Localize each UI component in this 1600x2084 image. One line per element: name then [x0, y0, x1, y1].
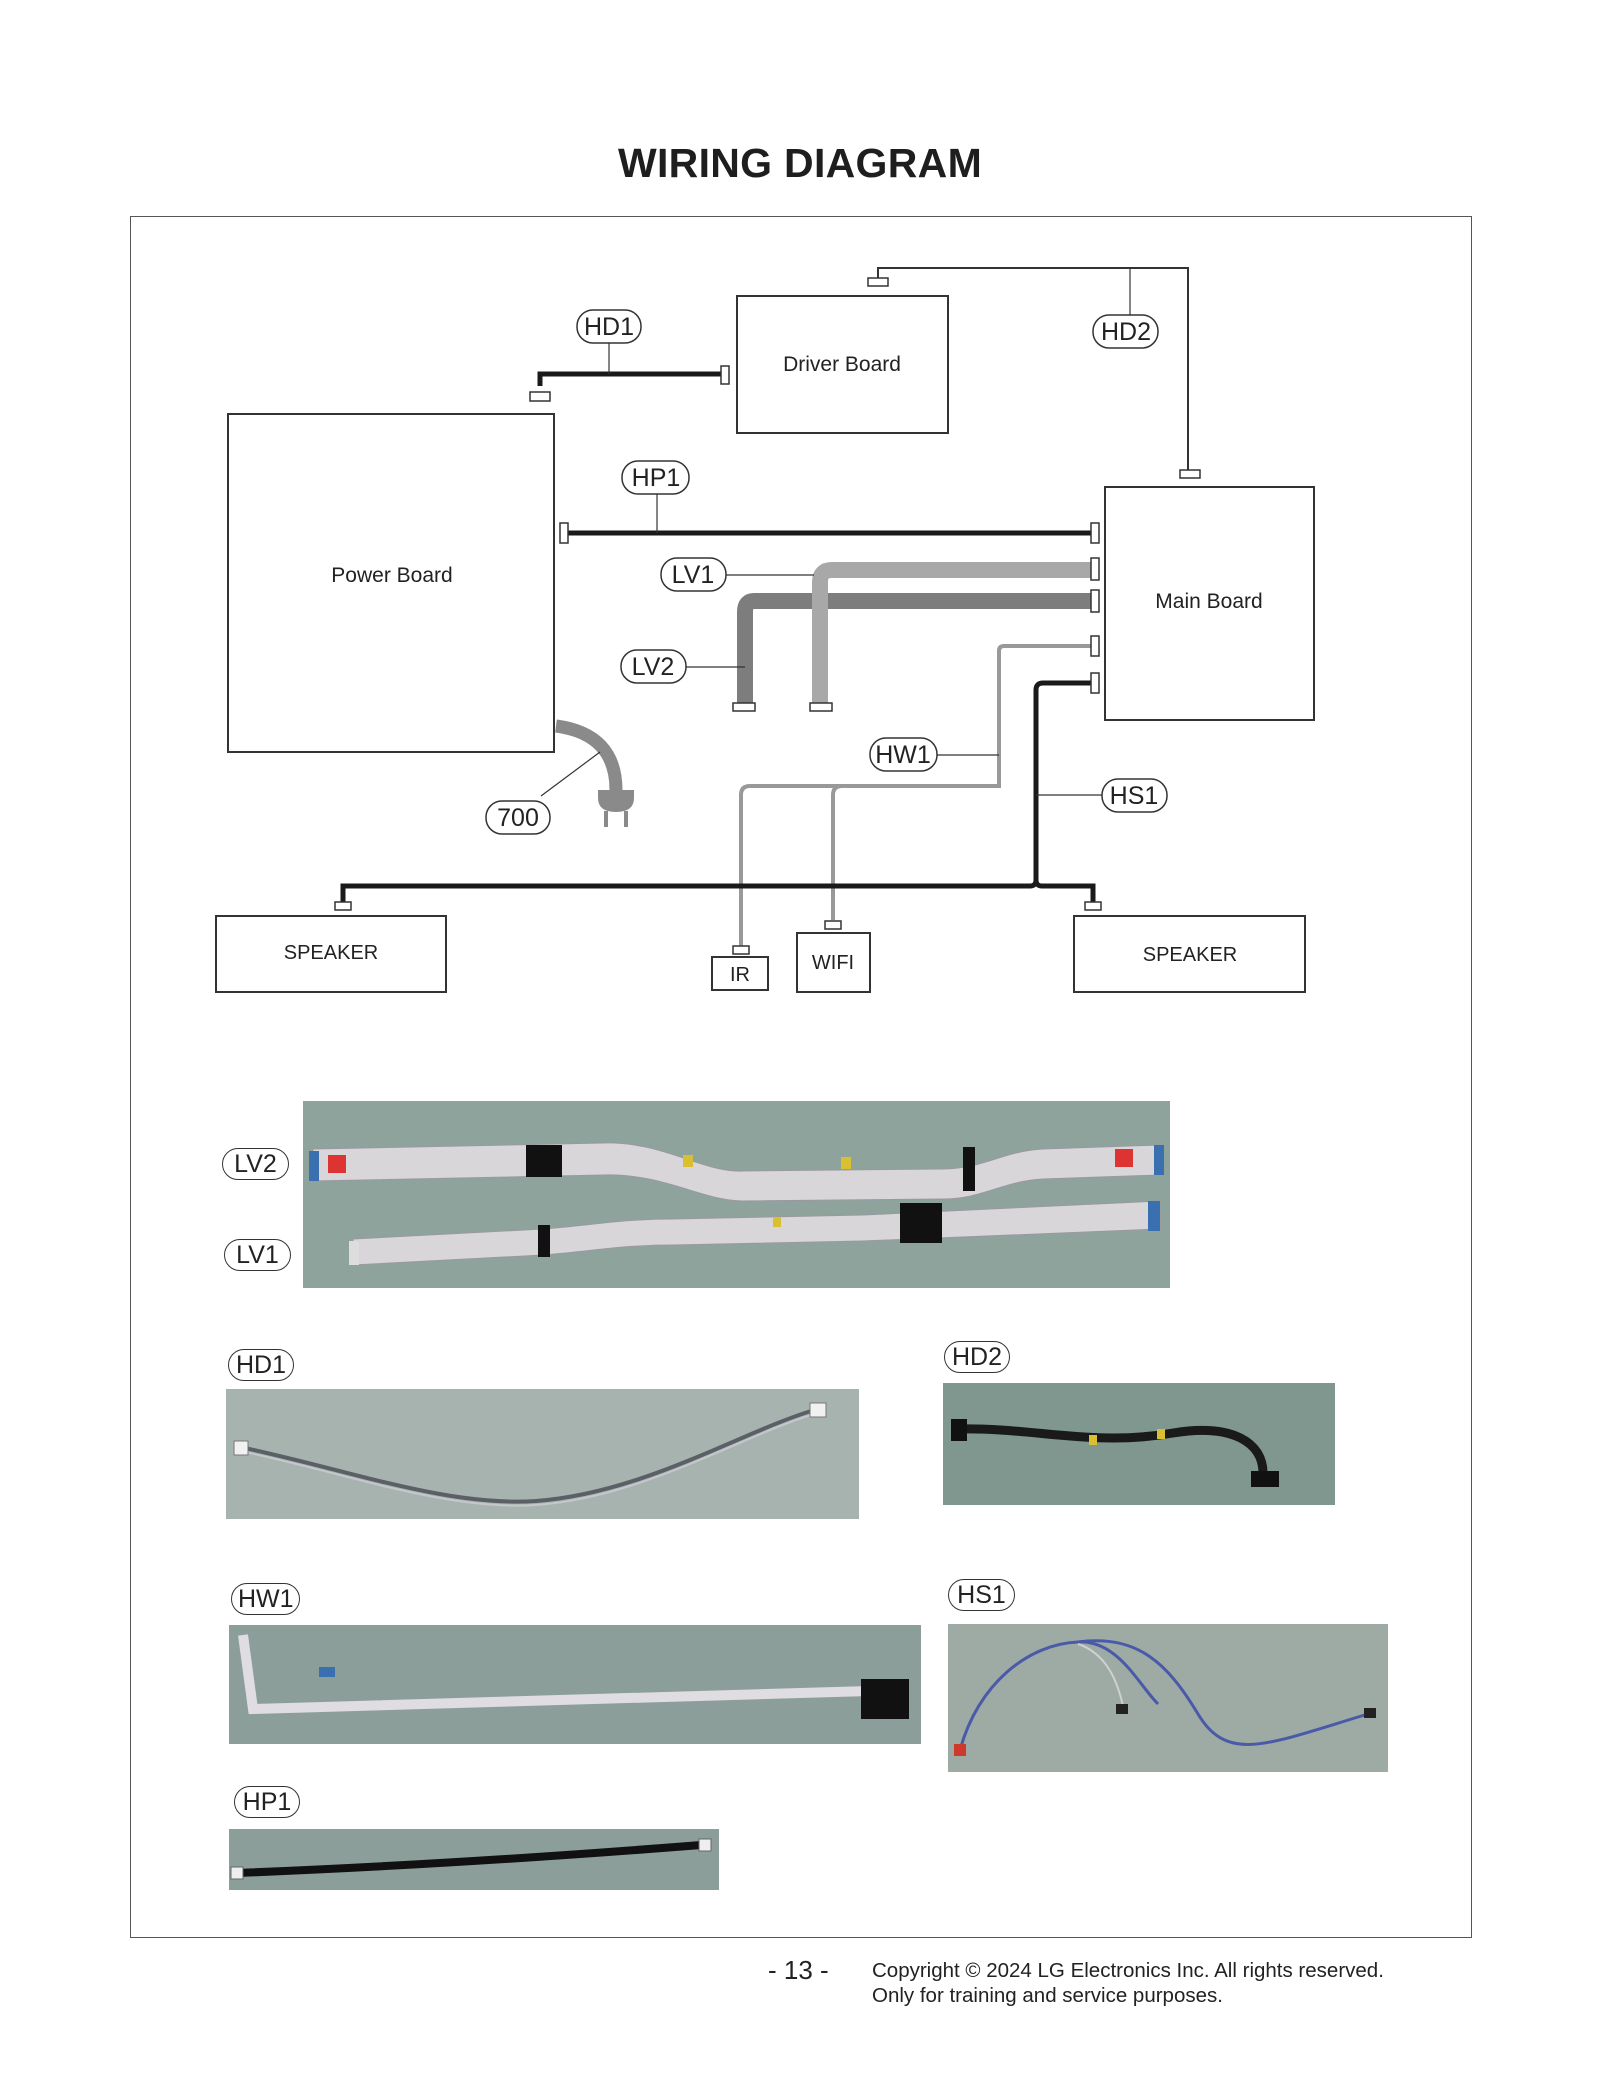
- lv1-ferrite-right: [900, 1203, 942, 1243]
- copyright-line-1: Copyright © 2024 LG Electronics Inc. All rights reserved.: [872, 1959, 1384, 1982]
- copyright-notice: [872, 1958, 1384, 2008]
- photo-tag-hs1: HS1: [948, 1579, 1015, 1611]
- hd1-wire: [540, 374, 724, 386]
- lv1-connector-panel: [810, 703, 832, 711]
- lv2-end-right: [1154, 1145, 1164, 1175]
- hd2-connector-a: [951, 1419, 967, 1441]
- lv1-end-left: [349, 1241, 359, 1265]
- hs1-wire-left: [343, 880, 1036, 902]
- lv2-tape-1: [683, 1155, 693, 1167]
- page-title: WIRING DIAGRAM: [617, 140, 983, 186]
- lv1-tape-1: [773, 1217, 781, 1227]
- hs1-connector-speaker-left: [335, 902, 351, 910]
- hs1-connector-a: [954, 1744, 966, 1756]
- photo-tag-lv1: LV1: [224, 1239, 291, 1271]
- lv2-ferrite-left: [526, 1145, 562, 1177]
- power-board-label: Power Board: [331, 564, 453, 587]
- hw1-ferrite: [861, 1679, 909, 1719]
- plug-prong-right: [624, 811, 628, 827]
- photo-tag-hp1: HP1: [234, 1786, 300, 1818]
- page-number: - 13 -: [768, 1955, 829, 1985]
- hd2-connector-driver: [868, 278, 888, 286]
- photo-tag-hd1: HD1: [228, 1349, 294, 1381]
- photo-hs1-cable: [948, 1624, 1388, 1772]
- tag-hs1-text: HS1: [1109, 782, 1159, 810]
- lv2-clip-right: [963, 1147, 975, 1191]
- photo-hd1-cable: [226, 1389, 859, 1519]
- power-cord: [556, 726, 616, 790]
- lv2-cable: [745, 601, 1098, 703]
- tag-hd2-text: HD2: [1100, 318, 1152, 346]
- hd1-connector-a: [234, 1441, 248, 1455]
- lv2-label-right: [1115, 1149, 1133, 1167]
- photo-lvds-cables: [303, 1101, 1170, 1288]
- hs1-connector-speaker-right: [1085, 902, 1101, 910]
- wifi-label: WIFI: [811, 952, 855, 974]
- hs1-connector-main: [1091, 673, 1099, 693]
- tag-700-text: 700: [497, 804, 539, 832]
- lv1-end-right: [1148, 1201, 1160, 1231]
- lv2-label-left: [328, 1155, 346, 1173]
- hs1-connector-c: [1364, 1708, 1376, 1718]
- tag-lv1-text: LV1: [671, 561, 715, 589]
- hp1-connector-main: [1091, 523, 1099, 543]
- hs1-wire-right: [1036, 880, 1093, 902]
- hp1-connector-b: [699, 1839, 711, 1851]
- photo-tag-lv2: LV2: [222, 1148, 289, 1180]
- plug-icon: [598, 790, 634, 812]
- driver-board-label: Driver Board: [783, 353, 901, 376]
- tag-hd1-text: HD1: [583, 313, 635, 341]
- lv1-connector-main: [1091, 558, 1099, 580]
- hw1-connector-main: [1091, 636, 1099, 656]
- hw1-wire-wifi: [833, 646, 1093, 920]
- hw1-connector-wifi: [825, 921, 841, 929]
- hd2-connector-main: [1180, 470, 1200, 478]
- photo-tag-hw1: HW1: [231, 1583, 300, 1615]
- plug-prong-left: [604, 811, 608, 827]
- hd1-connector-driver: [721, 366, 729, 384]
- hd1-connector-b: [810, 1403, 826, 1417]
- hs1-wire-main: [1036, 683, 1093, 886]
- lv1-clip-left: [538, 1225, 550, 1257]
- copyright-line-2: Only for training and service purposes.: [872, 1984, 1223, 2007]
- hw1-connector-ir: [733, 946, 749, 954]
- hd2-connector-b: [1251, 1471, 1279, 1487]
- tag-hp1-text: HP1: [631, 464, 681, 492]
- ir-label: IR: [730, 964, 750, 986]
- photo-hw1-cable: [229, 1625, 921, 1744]
- speaker-left-label: SPEAKER: [283, 942, 379, 964]
- speaker-right-label: SPEAKER: [1142, 944, 1238, 966]
- photo-hp1-cable: [229, 1829, 719, 1890]
- lv2-connector-main: [1091, 590, 1099, 612]
- tag-lv2-text: LV2: [631, 653, 675, 681]
- lv2-tape-2: [841, 1157, 851, 1169]
- hd1-connector-power: [530, 392, 550, 401]
- main-board-label: Main Board: [1155, 590, 1263, 613]
- photo-tag-hd2: HD2: [944, 1341, 1010, 1373]
- hs1-connector-b: [1116, 1704, 1128, 1714]
- hp1-connector-a: [231, 1867, 243, 1879]
- power-cord-leader: [541, 752, 600, 796]
- hp1-connector-power: [560, 523, 568, 543]
- tag-hw1-text: HW1: [875, 741, 931, 769]
- photo-hd2-cable: [943, 1383, 1335, 1505]
- lv2-end-left: [309, 1151, 319, 1181]
- lv2-connector-panel: [733, 703, 755, 711]
